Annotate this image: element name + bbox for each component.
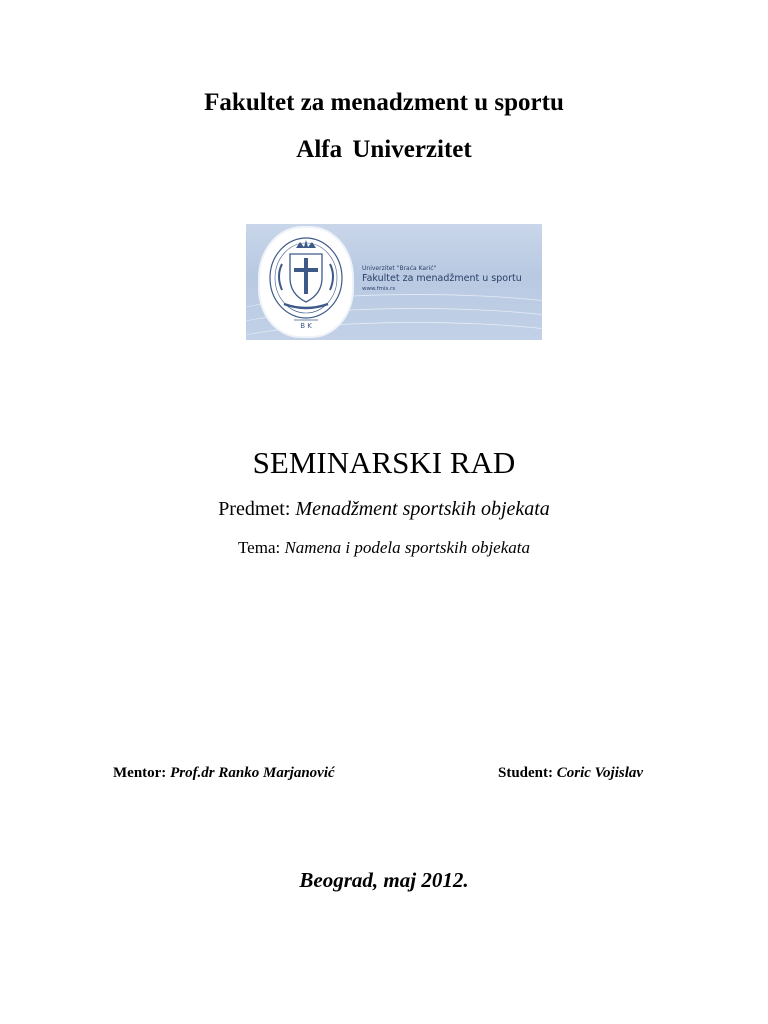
- logo-university-line: Univerzitet "Braća Karić": [362, 265, 437, 272]
- logo-url-line: www.fmis.rs: [362, 286, 396, 292]
- student-name: Coric Vojislav: [556, 765, 644, 781]
- university-seal-logo: [260, 228, 352, 336]
- subject-value: Menadžment sportskih objekata: [295, 498, 550, 520]
- topic-value: Namena i podela sportskih objekata: [284, 538, 530, 557]
- seal-letters: B K: [300, 322, 312, 330]
- subject-line: [0, 495, 768, 523]
- university-name: Alfa Univerzitet: [296, 136, 472, 163]
- logo-text-block: [362, 264, 522, 293]
- mentor-line: [113, 762, 335, 784]
- mentor-name: Prof.dr Ranko Marjanović: [170, 765, 335, 781]
- student-line: [498, 762, 643, 784]
- topic-line: [0, 536, 768, 560]
- seal-emblem-icon: [260, 228, 352, 336]
- faculty-name: Fakultet za menadzment u sportu: [204, 89, 564, 116]
- document-title: SEMINARSKI RAD: [252, 445, 516, 480]
- faculty-logo-banner: [246, 224, 542, 340]
- subject-label: Predmet:: [218, 498, 296, 520]
- topic-label: Tema:: [237, 538, 285, 557]
- mentor-label: Mentor:: [113, 765, 171, 781]
- student-label: Student:: [498, 765, 557, 781]
- place-and-date: Beograd, maj 2012.: [299, 868, 469, 892]
- logo-faculty-line: Fakultet za menadžment u sportu: [362, 273, 522, 284]
